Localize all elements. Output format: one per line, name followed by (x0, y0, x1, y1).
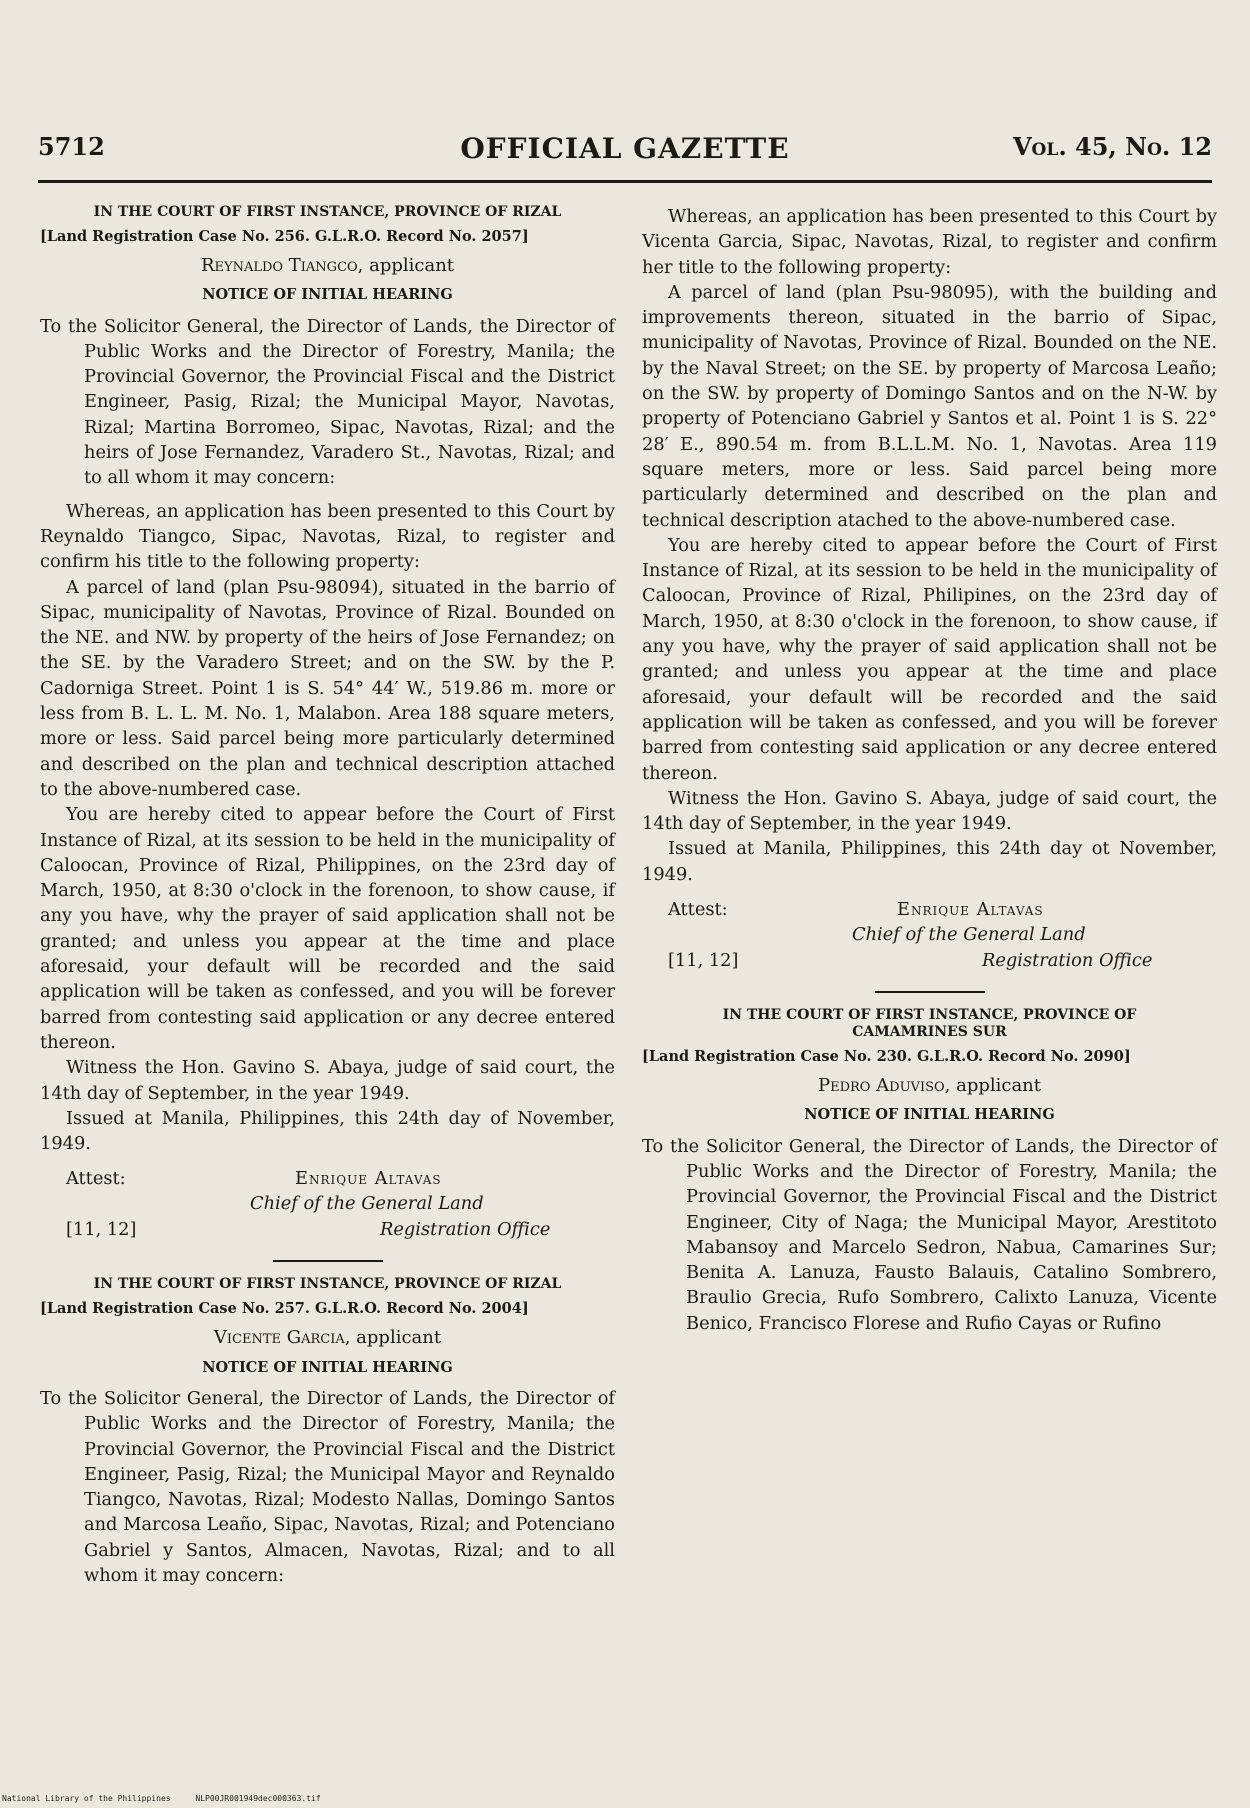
whereas-paragraph: Whereas, an application has been presented to this Court by Reynaldo Tiangco, Sipac, Navotas, Rizal, to register and confirm his title to the following property: (40, 500, 615, 573)
court-heading: IN THE COURT OF FIRST INSTANCE, PROVINCE OF CAMAMRINES SUR (722, 1007, 1137, 1041)
addressees: To the Solicitor General, the Director of Lands, the Director of Public Works and the Director of Forestry, Manila; the Provincial Governor, the Provincial Fiscal and the District Engineer, City of Naga; the Municipal Mayor, Arestitoto Mabansoy and Marcelo Sedron, Nabua, Camarines Sur; Benita A. Lanuza, Fausto Balauis, Catalino Sombrero, Braulio Grecia, Rufo Sombrero, Calixto Lanuza, Vicente Benico, Francisco Florese and Rufio Cayas or Rufino (642, 1135, 1217, 1334)
signer-office: Chief of the General Land (250, 1193, 484, 1215)
notice-title: NOTICE OF INITIAL HEARING (804, 1106, 1055, 1124)
signer-name: Enrique Altavas (897, 899, 1044, 921)
signer-office: Chief of the General Land (852, 924, 1086, 946)
scan-footer (2, 1794, 341, 1803)
applicant-label: , applicant (944, 1075, 1042, 1097)
attestation-block (40, 1166, 615, 1246)
addressees: To the Solicitor General, the Director of Lands, the Director of Public Works and the Director of Forestry, Manila; the Provincial Governor, the Provincial Fiscal and the District Engineer, Pasig, Rizal; the Municipal Mayor, Navotas, Rizal; Martina Borromeo, Sipac, Navotas, Rizal; and the heirs of Jose Fernandez, Varadero St., Navotas, Rizal; and to all whom it may concern: (40, 315, 615, 489)
applicant-name: Vicente Garcia (213, 1327, 345, 1349)
court-heading: IN THE COURT OF FIRST INSTANCE, PROVINCE OF RIZAL (93, 204, 562, 220)
left-column (40, 196, 615, 1596)
issued-paragraph: Issued at Manila, Philippines, this 24th day of November, 1949. (40, 1107, 615, 1155)
signer-office-continued: Registration Office (982, 950, 1153, 972)
applicant-label: , applicant (357, 255, 455, 276)
library-credit: National Library of the Philippines (2, 1794, 171, 1803)
page-number: 5712 (38, 132, 105, 161)
file-identifier: NLP00JR001949dec000363.tif (195, 1794, 321, 1803)
parcel-description: A parcel of land (plan Psu-98095), with the building and improvements thereon, situated in the barrio of Sipac, municipality of Navotas, Province of Rizal. Bounded on the NE. by the Naval Street; on the SE. by property of Marcosa Leaño; on the SW. by property of Domingo Santos and on the N-W. by property of Potenciano Gabriel y Santos et al. Point 1 is S. 22° 28′ E., 890.54 m. from B.L.L.M. No. 1, Navotas. Area 119 square meters, more or less. Said parcel being more particularly determined and described on the plan and technical description atached to the above-numbered case. (642, 281, 1217, 531)
case-line: [Land Registration Case No. 230. G.L.R.O. Record No. 2090] (642, 1048, 1131, 1066)
applicant-label: , applicant (344, 1327, 442, 1349)
witness-paragraph: Witness the Hon. Gavino S. Abaya, judge of said court, the 14th day of September, in the year 1949. (40, 1057, 615, 1104)
volume-issue: Vol. 45, No. 12 (1012, 132, 1212, 161)
header-rule (38, 180, 1212, 183)
parcel-description: A parcel of land (plan Psu-98094), situated in the barrio of Sipac, municipality of Navotas, Province of Rizal. Bounded on the NE. and NW. by property of the heirs of Jose Fernandez; on the SE. by the Varadero Street; and on the SW. by the P. Cadorniga Street. Point 1 is S. 54° 44′ W., 519.86 m. more or less from B. L. L. M. No. 1, Malabon. Area 188 square meters, more or less. Said parcel being more particularly determined and described on the plan and technical description attached to the above-numbered case. (40, 576, 615, 800)
section-divider (273, 1260, 383, 1262)
citation-paragraph: You are hereby cited to appear before the Court of First Instance of Rizal, at its session to be held in the municipality of Caloocan, Province of Rizal, Philippines, on the 23rd day of March, 1950, at 8:30 o'clock in the forenoon, to show cause, if any you have, why the prayer of said application shall not be granted; and unless you appear at the time and place aforesaid, your default will be recorded and the said application will be taken as confessed, and you will be forever barred from contesting said application or any decree entered thereon. (40, 804, 615, 1053)
section-divider (875, 991, 985, 993)
case-line: [Land Registration Case No. 257. G.L.R.O. Record No. 2004] (40, 1300, 529, 1318)
attest-label: Attest: (66, 1168, 126, 1190)
publication-dates: [11, 12] (668, 950, 739, 972)
applicant-name: Pedro Aduviso (817, 1075, 945, 1097)
notice-title: NOTICE OF INITIAL HEARING (202, 286, 453, 304)
right-column (642, 196, 1217, 1344)
applicant-line (40, 253, 615, 278)
witness-paragraph: Witness the Hon. Gavino S. Abaya, judge of said court, the 14th day of September, in the year 1949. (642, 787, 1217, 835)
notice-title: NOTICE OF INITIAL HEARING (202, 1358, 453, 1376)
whereas-paragraph: Whereas, an application has been presented to this Court by Vicenta Garcia, Sipac, Navotas, Rizal, to register and confirm her title to the following property: (642, 206, 1217, 278)
page-header (38, 132, 1212, 172)
case-line: [Land Registration Case No. 256. G.L.R.O. Record No. 2057] (40, 228, 529, 245)
attestation-block (642, 897, 1217, 977)
signer-name: Enrique Altavas (295, 1168, 442, 1190)
applicant-line (40, 1325, 615, 1350)
citation-paragraph: You are hereby cited to appear before the Court of First Instance of Rizal, at its session to be held in the municipality of Caloocan, Province of Rizal, Philipines, on the 23rd day of March, 1950, at 8:30 o'clock in the forenoon, to show cause, if any you have, why the prayer of said application shall not be granted; and unless you appear at the time and place aforesaid, your default will be recorded and the said application will be taken as confessed, and you will be forever barred from contesting said application or any decree entered thereon. (642, 534, 1217, 784)
court-heading: IN THE COURT OF FIRST INSTANCE, PROVINCE OF RIZAL (93, 1276, 562, 1293)
applicant-line (642, 1073, 1217, 1098)
publication-title: OFFICIAL GAZETTE (460, 132, 790, 165)
addressees: To the Solicitor General, the Director of Lands, the Director of Public Works and the Director of Forestry, Manila; the Provincial Governor, the Provincial Fiscal and the District Engineer, Pasig, Rizal; the Municipal Mayor and Reynaldo Tiangco, Navotas, Rizal; Modesto Nallas, Domingo Santos and Marcosa Leaño, Sipac, Navotas, Rizal; and Potenciano Gabriel y Santos, Almacen, Navotas, Rizal; and to all whom it may concern: (40, 1387, 615, 1587)
signer-office-continued: Registration Office (380, 1219, 551, 1241)
attest-label: Attest: (668, 899, 728, 921)
publication-dates: [11, 12] (66, 1219, 137, 1241)
issued-paragraph: Issued at Manila, Philippines, this 24th day ot November, 1949. (642, 838, 1217, 885)
applicant-name: Reynaldo Tiangco (200, 255, 358, 276)
